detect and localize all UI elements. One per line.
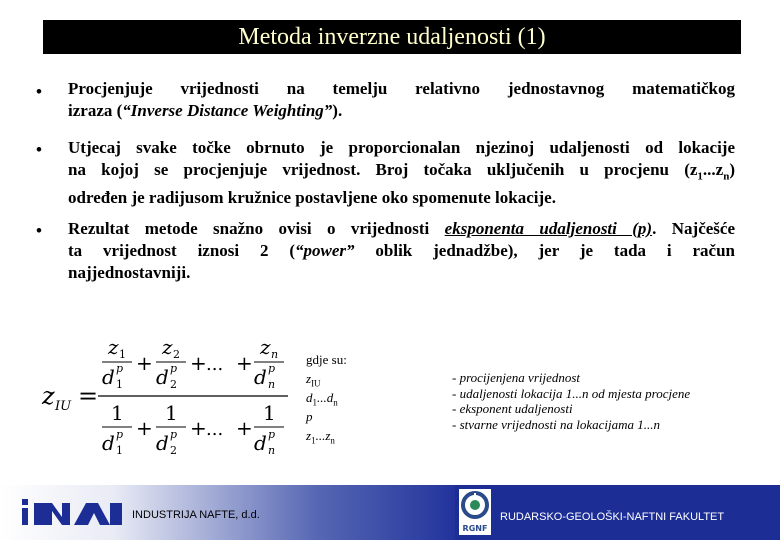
bullet-2-line-1: Utjecaj svake točke obrnuto je proporcionalan njezinoj udaljenosti od lokacije [68,138,735,157]
den-d-sub: 1 [116,444,123,457]
bullet-marker: • [36,140,42,159]
footer-company-name: INDUSTRIJA NAFTE, d.d. [132,509,260,521]
legend-symbol-d: $d_1...d_n$ [306,390,338,408]
plus: + [190,416,207,440]
num-p: p [116,362,124,375]
plus: + [136,351,153,375]
legend-symbol-z: $z_1...z_n$ [306,428,335,446]
symbol-descriptions [452,370,690,432]
num-z-sub: n [271,348,279,361]
bullet-1-line-2: izraza (“Inverse Distance Weighting”). [68,101,343,120]
num-d-sub: 1 [116,378,123,391]
den-one: 1 [263,401,276,425]
slide-title: Metoda inverzne udaljenosti (1) [43,20,741,54]
bullet-1-line-1: Procjenjuje vrijednosti na temelju relativno jednostavnog matematičkog [68,79,735,98]
num-d: d [102,365,115,389]
num-p: p [268,362,276,375]
num-z-sub: 1 [119,348,126,361]
rgnf-emblem-icon [459,489,491,535]
num-d-sub: n [268,378,276,391]
bullet-3-text [68,218,735,284]
bullet-2-line-2: na kojoj se procjenjuje vrijednost. Broj točaka uključenih u procjenu $(z_1...z_n)$ [68,160,735,183]
den-p: p [170,428,178,441]
footer-institution-name: RUDARSKO-GEOLOŠKI-NAFTNI FAKULTET [500,511,725,523]
formula-lhs: z [42,382,55,410]
bullet-marker: • [36,82,42,101]
den-one: 1 [165,401,178,425]
desc-d: - udaljenosti lokacija 1...n od mjesta procjene [452,385,691,401]
bullet-marker: • [36,221,42,240]
formula-equals: = [78,382,99,410]
den-d: d [102,431,115,455]
desc-ziu: - procijenjena vrijednost [452,370,581,385]
bullet-3-line-3: najjednostavniji. [68,263,191,282]
plus: + [236,416,253,440]
den-p: p [116,428,124,441]
plus: + [236,351,253,375]
legend-symbol-p: p [306,409,313,424]
bullet-2-line-3: određen je radijusom kružnice postavljene oko spomenute lokacije. [68,188,556,208]
legend-heading: gdje su: [306,352,347,367]
plus: + [190,351,207,375]
bullet-3-line-2: ta vrijednost iznosi 2 (“power” oblik jednadžbe), jer je tada i račun [68,241,735,260]
num-d: d [156,365,169,389]
desc-p: - eksponent udaljenosti [452,401,573,416]
plus: + [136,416,153,440]
den-p: p [268,428,276,441]
rgnf-logo [459,489,491,535]
numerator [102,335,284,391]
footer [0,485,780,540]
ina-logo [22,499,122,525]
legend-symbol-ziu: $z_{IU}$ [306,371,321,389]
ellipsis: ... [206,419,224,440]
num-z-sub: 2 [173,348,180,361]
den-d-sub: 2 [170,444,177,457]
num-d: d [254,365,267,389]
bullet-2-text [68,137,735,209]
den-d: d [156,431,169,455]
num-p: p [170,362,178,375]
bullet-3-line-1: Rezultat metode snažno ovisi o vrijednosti eksponenta udaljenosti (p). Najčešće [68,219,735,238]
ellipsis: ... [206,354,224,375]
den-d-sub: n [268,444,276,457]
den-one: 1 [111,401,124,425]
rgnf-logo-text: RGNF [462,524,488,533]
bullet-1-text [68,78,735,122]
idw-formula [40,332,300,467]
num-z: z [162,335,173,359]
num-d-sub: 2 [170,378,177,391]
denominator [102,401,284,457]
den-d: d [254,431,267,455]
formula-lhs-sub: IU [55,399,72,414]
num-z: z [108,335,119,359]
num-z: z [260,335,271,359]
desc-z: - stvarne vrijednosti na lokacijama 1...n [452,416,660,432]
symbol-legend [306,350,347,445]
